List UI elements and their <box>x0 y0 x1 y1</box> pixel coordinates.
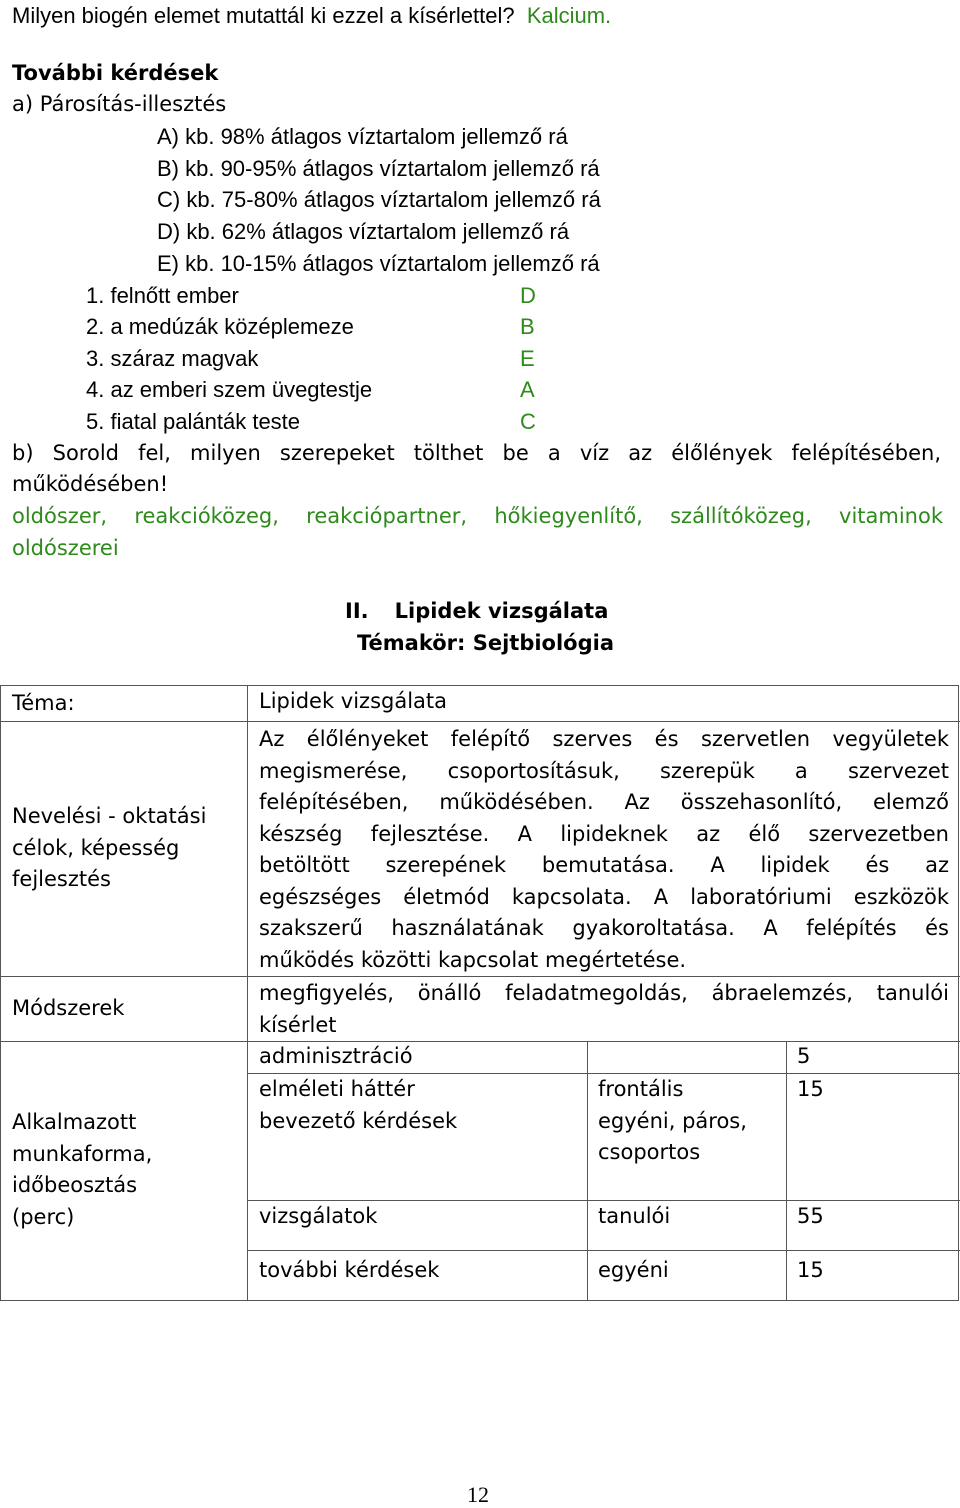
schedule-label-line: időbeosztás <box>12 1173 138 1197</box>
methods-label: Módszerek <box>12 996 125 1020</box>
schedule-divider <box>587 1041 588 1300</box>
page-number: 12 <box>467 1482 489 1507</box>
pair-answer-2: B <box>520 314 535 339</box>
schedule-activity-line: bevezető kérdések <box>259 1108 458 1133</box>
goals-line: betöltött szerepének bemutatása. A lipidek és az <box>259 853 949 877</box>
goals-label-line: fejlesztés <box>12 867 111 891</box>
part-b-question-line-1: b) Sorold fel, milyen szerepeket tölthet be a víz az élőlények felépítésében, <box>12 441 941 465</box>
goals-text <box>259 724 949 976</box>
schedule-label-line: (perc) <box>12 1204 75 1229</box>
schedule-activity: adminisztráció <box>259 1044 413 1068</box>
schedule-activity: vizsgálatok <box>259 1204 378 1228</box>
intro-line <box>12 0 611 31</box>
schedule-minutes: 55 <box>797 1204 824 1228</box>
schedule-label-line: Alkalmazott <box>12 1110 137 1134</box>
row-divider <box>247 721 960 722</box>
schedule-form <box>598 1074 747 1169</box>
schedule-form-line: csoportos <box>598 1140 701 1164</box>
schedule-label <box>12 1107 152 1233</box>
column-divider <box>247 686 248 1300</box>
intro-answer: Kalcium. <box>526 3 612 28</box>
goals-line: Az élőlényeket felépítő szerves és szervetlen vegyületek <box>259 727 949 751</box>
further-heading: További kérdések <box>12 61 219 85</box>
row-divider <box>1 1041 247 1042</box>
tema-value: Lipidek vizsgálata <box>259 689 448 713</box>
schedule-form-line: egyéni, páros, <box>598 1108 747 1133</box>
option-a: A) kb. 98% átlagos víztartalom jellemző rá <box>157 124 568 149</box>
goals-label-line: Nevelési - oktatási <box>12 804 207 828</box>
row-divider <box>247 976 960 977</box>
part-b-answer-line-1: oldószer, reakcióközeg, reakciópartner, hőkiegyenlítő, szállítóközeg, vitaminok <box>12 504 943 528</box>
schedule-form: tanulói <box>598 1204 671 1228</box>
schedule-form-line: frontális <box>598 1077 684 1101</box>
schedule-divider <box>786 1041 787 1300</box>
methods-line: megfigyelés, önálló feladatmegoldás, ábraelemzés, tanulói <box>259 981 949 1005</box>
option-e: E) kb. 10-15% átlagos víztartalom jellemző rá <box>157 251 600 276</box>
pair-answer-3: E <box>520 346 535 371</box>
methods-text <box>259 978 949 1041</box>
schedule-minutes: 15 <box>797 1258 824 1282</box>
row-divider <box>1 721 247 722</box>
part-b-question-line-2: működésében! <box>12 472 169 496</box>
pair-answer-4: A <box>520 377 535 402</box>
row-divider <box>247 1250 960 1251</box>
schedule-activity: további kérdések <box>259 1258 440 1282</box>
option-b: B) kb. 90-95% átlagos víztartalom jellemző rá <box>157 156 600 181</box>
lesson-plan-table <box>0 685 959 1301</box>
goals-line: működés közötti kapcsolat megértetése. <box>259 947 687 972</box>
part-a-label: a) Párosítás-illesztés <box>12 92 227 116</box>
methods-line: kísérlet <box>259 1012 337 1037</box>
pair-item-1: 1. felnőtt ember <box>86 283 239 308</box>
goals-line: felépítésében, működésében. Az összehasonlító, elemző <box>259 790 949 814</box>
section-title <box>345 596 608 627</box>
option-c: C) kb. 75-80% átlagos víztartalom jellemző rá <box>157 187 601 212</box>
pair-answer-1: D <box>520 283 536 308</box>
row-divider <box>1 976 247 977</box>
goals-label-line: célok, képesség <box>12 835 180 860</box>
section-topic: Témakör: Sejtbiológia <box>357 631 615 655</box>
intro-question: Milyen biogén elemet mutattál ki ezzel a kísérlettel? <box>12 3 515 28</box>
schedule-activity <box>259 1074 457 1137</box>
pair-answer-5: C <box>520 409 536 434</box>
pair-item-4: 4. az emberi szem üvegtestje <box>86 377 373 402</box>
tema-label: Téma: <box>12 691 75 715</box>
schedule-minutes: 15 <box>797 1077 824 1101</box>
pair-item-5: 5. fiatal palánták teste <box>86 409 301 434</box>
goals-line: készség fejlesztése. A lipideknek az élő szervezetben <box>259 821 949 846</box>
schedule-activity-line: elméleti háttér <box>259 1077 415 1101</box>
schedule-label-line: munkaforma, <box>12 1141 153 1166</box>
section-name: Lipidek vizsgálata <box>394 599 609 623</box>
section-number: II. <box>345 599 369 623</box>
schedule-form: egyéni <box>598 1258 669 1282</box>
goals-line: szakszerű használatának gyakoroltatása. A felépítés és <box>259 916 949 940</box>
goals-line: megismerése, csoportosításuk, szerepük a szervezet <box>259 758 949 783</box>
schedule-minutes: 5 <box>797 1044 811 1068</box>
pair-item-2: 2. a medúzák középlemeze <box>86 314 354 339</box>
option-d: D) kb. 62% átlagos víztartalom jellemző rá <box>157 219 570 244</box>
part-b-answer-line-2: oldószerei <box>12 536 119 560</box>
goals-line: egészséges életmód kapcsolata. A laboratóriumi eszközök <box>259 884 949 909</box>
goals-label <box>12 801 206 896</box>
pair-item-3: 3. száraz magvak <box>86 346 259 371</box>
